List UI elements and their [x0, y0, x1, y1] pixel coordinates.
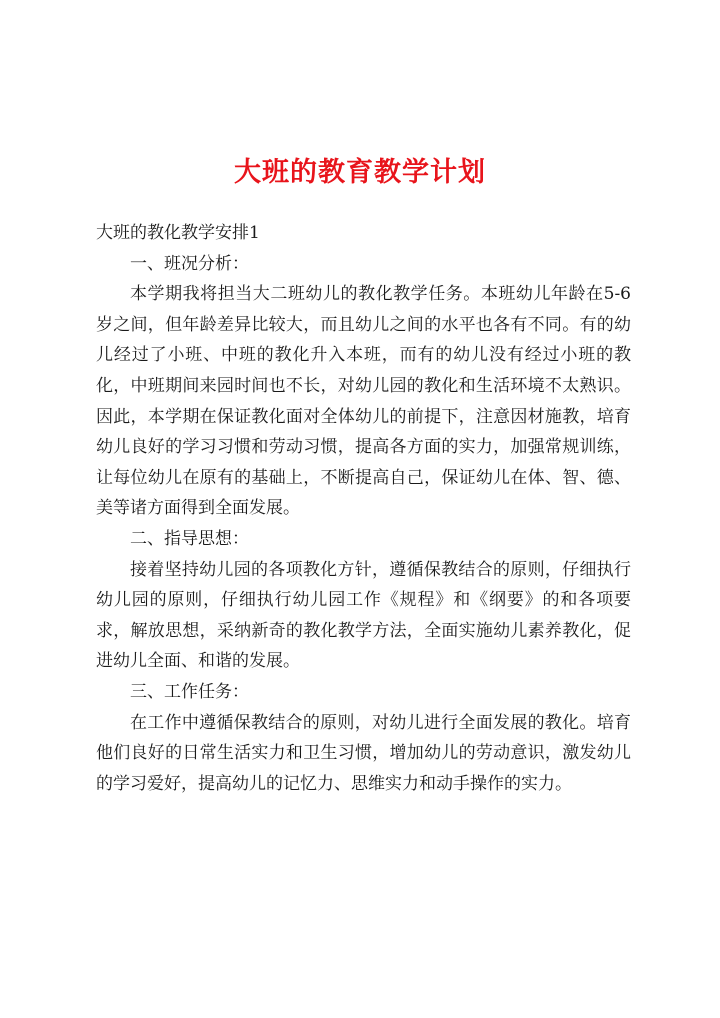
document-subtitle: 大班的教化教学安排1	[96, 223, 260, 243]
document-body	[96, 218, 631, 799]
section-heading-work-tasks: 三、工作任务：	[130, 681, 249, 702]
document-title: 大班的教育教学计划	[234, 157, 486, 188]
section-heading-guiding-thought: 二、指导思想：	[130, 528, 249, 549]
section-heading-class-analysis: 一、班况分析：	[130, 253, 249, 274]
section-paragraph-work-tasks: 在工作中遵循保教结合的原则，对幼儿进行全面发展的教化。培育他们良好的日常生活实力和卫生习惯，增加幼儿的劳动意识，激发幼儿的学习爱好，提高幼儿的记忆力、思维实力和动手操作的实力。	[96, 712, 631, 794]
section-paragraph-class-analysis: 本学期我将担当大二班幼儿的教化教学任务。本班幼儿年龄在5-6岁之间，但年龄差异比较大，而且幼儿之间的水平也各有不同。有的幼儿经过了小班、中班的教化升入本班，而有的幼儿没有经过小班的教化，中班期间来园时间也不长，对幼儿园的教化和生活环境不太熟识。因此，本学期在保证教化面对全体幼儿的前提下，注意因材施教，培育幼儿良好的学习习惯和劳动习惯，提高各方面的实力，加强常规训练，让每位幼儿在原有的基础上，不断提高自己，保证幼儿在体、智、德、美等诸方面得到全面发展。	[96, 284, 631, 519]
section-paragraph-guiding-thought: 接着坚持幼儿园的各项教化方针，遵循保教结合的原则，仔细执行幼儿园的原则，仔细执行幼儿园工作《规程》和《纲要》的和各项要求，解放思想，采纳新奇的教化教学方法，全面实施幼儿素养教化，促进幼儿全面、和谐的发展。	[96, 559, 631, 672]
